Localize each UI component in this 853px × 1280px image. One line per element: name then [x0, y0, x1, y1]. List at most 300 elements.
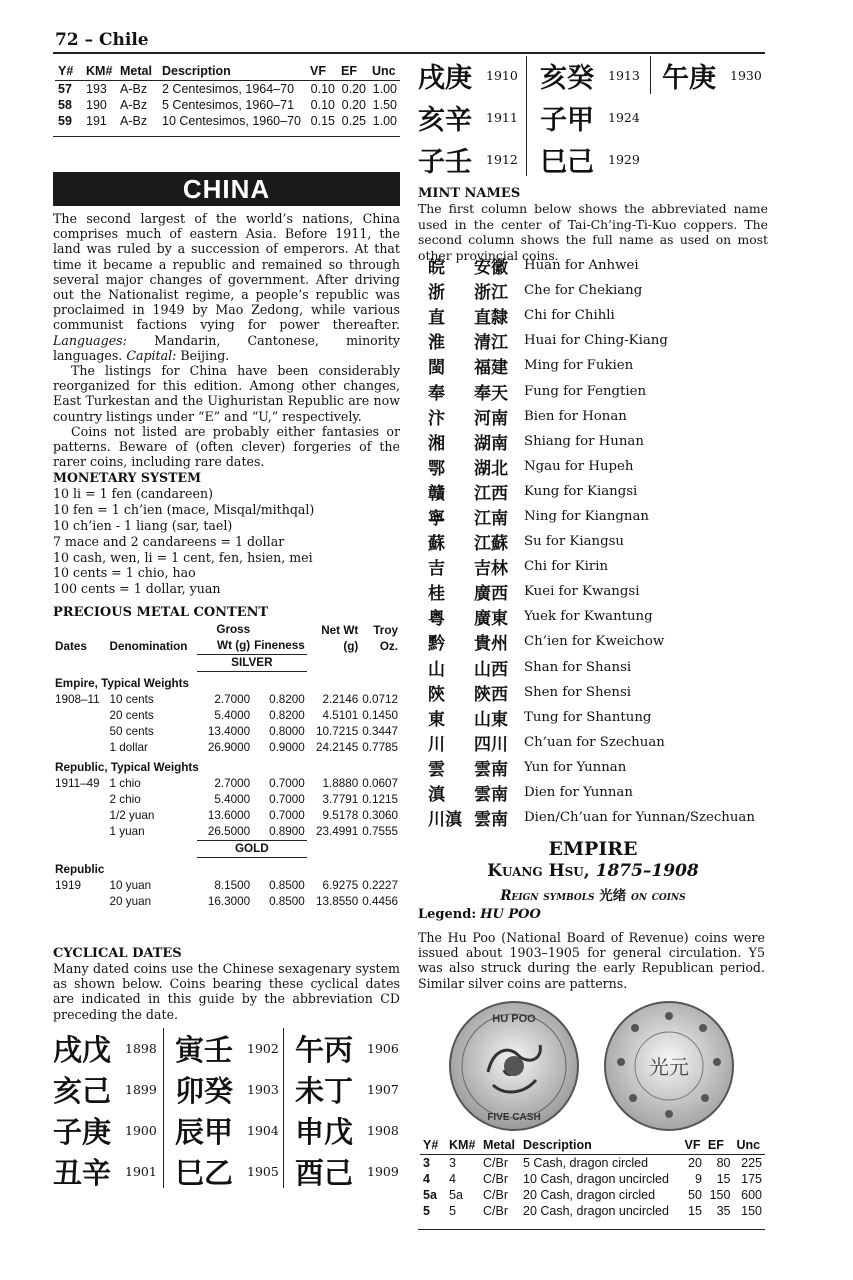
col-header: Denomination	[109, 639, 188, 653]
mint-row	[428, 629, 768, 654]
cyclical-year: 1911	[486, 109, 518, 125]
table-cell: 2.7000	[214, 693, 251, 706]
table-cell: 8.1500	[214, 879, 251, 892]
mint-full: 雲南	[474, 785, 508, 806]
table-cell: 1.00	[372, 114, 397, 128]
intro-paragraph: The listings for China have been considerably reorganized for this edition. Among other changes, East Turkestan and the Uighuristan Republic are now country listings under “E” and “U,” respectively.	[53, 363, 400, 424]
table-cell: 20 Cash, dragon circled	[523, 1188, 656, 1202]
cyclical-glyph: 未丁	[295, 1074, 354, 1108]
dates-cell	[53, 724, 108, 740]
cyclical-year: 1924	[608, 109, 640, 125]
section-heading: PRECIOUS METAL CONTENT	[53, 605, 269, 620]
mint-description: Yuek for Kwantung	[524, 609, 653, 625]
table-cell: 0.7785	[362, 741, 398, 754]
mint-description: Ning for Kiangnan	[524, 508, 649, 524]
table-cell: 4	[423, 1172, 430, 1186]
mint-full: 湖南	[474, 433, 508, 454]
cyclical-glyph: 戌庚	[418, 62, 472, 94]
col-header: KM#	[83, 62, 117, 81]
col-header: Unc	[733, 1136, 765, 1155]
cyclical-glyph: 辰甲	[175, 1115, 234, 1149]
col-header: Description	[520, 1136, 682, 1155]
cyclical-dates-right	[418, 52, 768, 182]
mint-full: 雲南	[474, 759, 508, 780]
col-header: VF	[682, 1136, 705, 1155]
monetary-line: 10 ch’ien - 1 liang (sar, tael)	[53, 517, 233, 533]
mint-list	[428, 253, 768, 830]
table-cell: 150	[709, 1188, 731, 1202]
table-cell: 191	[86, 114, 107, 128]
table-cell: 50 cents	[109, 725, 154, 738]
col-header: Description	[159, 62, 307, 81]
mint-row	[428, 479, 768, 504]
table-cell: 190	[86, 98, 107, 112]
mint-abbrev: 川	[428, 734, 445, 755]
table-cell: 175	[741, 1172, 762, 1186]
mint-abbrev: 湘	[428, 433, 445, 454]
dates-cell	[53, 792, 108, 808]
table-cell: 225	[741, 1156, 762, 1170]
table-cell: 5 Cash, dragon circled	[523, 1156, 649, 1170]
mint-row	[428, 755, 768, 780]
table-cell: 0.8900	[269, 825, 305, 838]
mint-full: 廣西	[474, 584, 508, 605]
table-header-row	[53, 622, 400, 655]
cyclical-date	[295, 1110, 403, 1151]
table-cell: 5 Centesimos, 1960–71	[162, 98, 295, 112]
mint-row	[428, 529, 768, 554]
table-cell: 1/2 yuan	[109, 809, 155, 822]
mint-description: Fung for Fengtien	[524, 383, 647, 399]
empire-title: EMPIRE	[548, 838, 638, 860]
mint-row	[428, 353, 768, 378]
mint-description: Tung for Shantung	[524, 709, 652, 725]
table-cell: C/Br	[483, 1172, 508, 1186]
cyclical-glyph: 子庚	[53, 1115, 112, 1149]
table-row	[55, 81, 400, 98]
section-row	[53, 841, 400, 858]
dates-cell: 1919	[55, 879, 82, 892]
cyclical-glyph: 寅壬	[175, 1033, 234, 1067]
reign-symbols	[418, 884, 768, 904]
languages-label: Languages:	[53, 332, 127, 348]
mint-description: Dien/Ch’uan for Yunnan/Szechuan	[524, 810, 755, 826]
mint-description: Shen for Shensi	[524, 684, 632, 700]
table-cell: 20	[688, 1156, 702, 1170]
table-cell: 15	[688, 1204, 702, 1218]
table-cell: 0.10	[310, 82, 336, 96]
table-cell: 58	[58, 98, 72, 112]
table-row	[420, 1203, 765, 1219]
table-cell: 80	[716, 1156, 731, 1170]
mint-full: 安徽	[474, 258, 508, 279]
cd-column	[662, 54, 767, 96]
table-cell: 20 yuan	[109, 895, 152, 908]
cyclical-year: 1910	[486, 67, 518, 83]
legend-line	[418, 907, 541, 922]
mint-row	[428, 680, 768, 705]
mint-full: 福建	[474, 358, 508, 379]
cyclical-year: 1907	[367, 1082, 399, 1097]
table-row	[53, 708, 400, 724]
mint-row	[428, 604, 768, 629]
mint-full: 江蘇	[474, 534, 508, 555]
cyclical-year: 1909	[367, 1164, 399, 1179]
mint-row	[428, 303, 768, 328]
cyclical-year: 1913	[608, 67, 640, 83]
cd-column	[295, 1028, 403, 1192]
monetary-line: 10 cents = 1 chio, hao	[53, 565, 196, 581]
table-cell: 15	[716, 1172, 731, 1186]
mint-row	[428, 579, 768, 604]
mint-abbrev: 贛	[428, 483, 445, 504]
col-header: KM#	[446, 1136, 480, 1155]
cyclical-year: 1901	[125, 1164, 157, 1179]
intro-paragraph: Coins not listed are probably either fantasies or patterns. Beware of (often clever) forgeries of the rarer coins, including rare dates.	[53, 423, 400, 470]
mint-full: 浙江	[474, 283, 508, 304]
cyclical-year: 1903	[247, 1082, 279, 1097]
mint-abbrev: 雲	[428, 759, 445, 780]
mint-row	[428, 554, 768, 579]
cyclical-date	[175, 1110, 283, 1151]
table-cell: 0.1215	[362, 793, 398, 806]
mint-row	[428, 655, 768, 680]
mint-full: 湖北	[474, 458, 508, 479]
col-header: Gross Wt (g)	[216, 623, 251, 652]
dates-cell	[53, 740, 108, 756]
cyclical-date	[295, 1028, 403, 1069]
table-cell: 2 Centesimos, 1964–70	[162, 82, 295, 96]
section-row	[53, 756, 400, 776]
table-cell: 0.7000	[269, 777, 305, 790]
table-cell: 3.7791	[322, 793, 359, 806]
cd-column	[540, 54, 645, 180]
dates-cell	[53, 708, 108, 724]
mint-description: Ch’ien for Kweichow	[524, 634, 665, 650]
table-cell: 0.7555	[362, 825, 398, 839]
monetary-line: 100 cents = 1 dollar, yuan	[53, 581, 221, 597]
mint-description: Ngau for Hupeh	[524, 458, 634, 474]
mint-full: 山東	[474, 709, 508, 730]
mint-row	[428, 404, 768, 429]
table-cell: 57	[58, 82, 72, 96]
table-cell: 0.20	[341, 82, 366, 96]
column-divider	[526, 56, 527, 176]
cyclical-glyph: 戌戊	[53, 1033, 112, 1067]
mint-abbrev: 奉	[428, 383, 445, 404]
table-cell: 35	[716, 1204, 731, 1218]
dates-cell	[53, 894, 108, 910]
cyclical-year: 1908	[367, 1123, 399, 1138]
table-cell: C/Br	[483, 1204, 508, 1218]
table-cell: 0.20	[341, 98, 366, 112]
mint-description: Che for Chekiang	[524, 283, 643, 299]
table-cell: 0.2227	[362, 879, 398, 892]
mint-row	[428, 378, 768, 403]
col-header: Fineness	[254, 639, 305, 652]
col-header: Net Wt (g)	[321, 623, 359, 653]
dates-cell: 1911–49	[55, 777, 100, 790]
cyclical-date	[295, 1069, 403, 1110]
mint-full: 貴州	[474, 634, 508, 655]
cyclical-grid	[53, 1028, 400, 1193]
monetary-line: 10 cash, wen, li = 1 cent, fen, hsien, mei	[53, 549, 313, 565]
table-cell: 0.7000	[269, 793, 305, 806]
table-cell: 0.8000	[269, 725, 305, 738]
table-cell: 13.4000	[207, 725, 251, 738]
mint-abbrev: 吉	[428, 559, 445, 580]
table-cell: 5	[423, 1204, 430, 1218]
mint-abbrev: 汴	[428, 408, 445, 429]
mint-full: 陝西	[474, 684, 508, 705]
cyclical-date	[175, 1069, 283, 1110]
col-header: Troy Oz.	[373, 623, 398, 653]
col-header: Unc	[369, 62, 400, 81]
table-cell: 2.2146	[322, 693, 359, 706]
table-cell: 3	[449, 1156, 456, 1170]
table-row	[53, 692, 400, 708]
cyclical-glyph: 亥辛	[418, 104, 472, 136]
cyclical-date	[418, 96, 523, 138]
col-header: Y#	[420, 1136, 446, 1155]
section-row	[53, 655, 400, 672]
table-cell: 5a	[423, 1188, 437, 1202]
mint-full: 廣東	[474, 609, 508, 630]
table-bottom-rule	[418, 1229, 765, 1230]
table-cell: 5a	[449, 1188, 463, 1202]
empire-coin-table	[420, 1136, 765, 1219]
table-cell: 6.9275	[322, 879, 359, 892]
monetary-line: 10 fen = 1 ch’ien (mace, Misqal/mithqal)	[53, 501, 315, 517]
mint-description: Su for Kiangsu	[524, 534, 624, 550]
mint-description: Ch’uan for Szechuan	[524, 734, 665, 750]
table-cell: 1 dollar	[109, 741, 148, 754]
cyclical-glyph: 酉己	[295, 1156, 354, 1190]
cyclical-glyph: 丑辛	[53, 1156, 112, 1190]
mint-row	[428, 253, 768, 278]
mint-row	[428, 328, 768, 353]
cd-column	[175, 1028, 283, 1192]
table-cell: 20 cents	[109, 709, 154, 722]
mint-full: 雲南	[474, 810, 508, 831]
cyclical-date	[53, 1151, 161, 1192]
table-cell: 13.6000	[207, 809, 251, 822]
table-row	[420, 1187, 765, 1203]
table-cell: 24.2145	[316, 741, 359, 754]
table-cell: 150	[741, 1204, 762, 1218]
table-cell: 20 Cash, dragon uncircled	[523, 1204, 669, 1218]
table-row	[53, 724, 400, 740]
column-divider	[650, 56, 651, 94]
cyclical-glyph: 亥癸	[540, 62, 594, 94]
mint-row	[428, 780, 768, 805]
cyclical-date	[53, 1028, 161, 1069]
mint-description: Huai for Ching-Kiang	[524, 333, 668, 349]
table-row	[420, 1155, 765, 1172]
mint-abbrev: 寧	[428, 508, 445, 529]
table-row	[55, 97, 400, 113]
cyclical-year: 1900	[125, 1123, 157, 1138]
mint-abbrev: 皖	[428, 258, 445, 279]
table-cell: 9	[694, 1172, 702, 1186]
reign-symbols-label: Reign symbols	[500, 888, 595, 904]
section-heading: MINT NAMES	[418, 186, 521, 201]
intro-p1: The second largest of the world’s nations, China comprises much of eastern Asia. Before 1911, the land was ruled by a succession of emperors. At that time it became a republic and remained so through several major changes of government. After driving out the Nationalist regime, a people’s republic was proclaimed in 1949 by Mao Zedong, while various communist factions vying for power thereafter.	[53, 211, 400, 333]
col-header: Metal	[117, 62, 159, 81]
col-header: Dates	[55, 639, 87, 653]
empire-section	[418, 838, 768, 904]
table-cell: A-Bz	[120, 82, 148, 96]
intro-paragraph	[53, 211, 400, 363]
table-cell: 3	[423, 1156, 430, 1170]
table-cell: C/Br	[483, 1188, 508, 1202]
table-cell: 0.0712	[362, 693, 398, 706]
cyclical-dates-section	[53, 946, 400, 1022]
cyclical-date	[540, 96, 645, 138]
table-cell: 59	[58, 114, 72, 128]
table-cell: 50	[688, 1188, 702, 1202]
mint-description: Yun for Yunnan	[524, 759, 627, 775]
mint-full: 吉林	[474, 559, 508, 580]
table-cell: 26.5000	[207, 825, 251, 838]
cyclical-date	[53, 1110, 161, 1151]
table-cell: 2.7000	[214, 777, 251, 790]
cyclical-glyph: 巳乙	[175, 1156, 234, 1190]
table-cell: 0.3060	[362, 809, 398, 822]
table-cell: 0.3447	[362, 725, 398, 738]
table-row	[55, 113, 400, 129]
table-cell: 0.15	[310, 114, 336, 128]
group-label: Empire, Typical Weights	[55, 677, 190, 690]
table-row	[53, 776, 400, 792]
monetary-line: 10 li = 1 fen (candareen)	[53, 485, 213, 501]
mint-description: Chi for Chihli	[524, 308, 615, 324]
table-cell: 0.9000	[269, 741, 305, 754]
section-row	[53, 858, 400, 879]
table-cell: 1 chio	[109, 777, 141, 790]
metal-label: SILVER	[197, 655, 307, 672]
coin-reverse-image	[603, 1000, 735, 1132]
languages-value: Mandarin, Cantonese, minority languages.	[53, 332, 400, 363]
table-row	[53, 792, 400, 808]
country-banner: CHINA	[53, 172, 400, 206]
mint-full: 江南	[474, 508, 508, 529]
table-cell: 0.25	[341, 114, 366, 128]
coin-obverse-legend: HU POO	[492, 1013, 536, 1025]
table-header-row	[420, 1136, 765, 1155]
monetary-system	[53, 470, 400, 597]
legend-value: HU POO	[480, 907, 541, 922]
cyclical-date	[175, 1028, 283, 1069]
table-cell: 0.8200	[269, 693, 305, 706]
table-cell: A-Bz	[120, 114, 148, 128]
cyclical-glyph: 申戊	[295, 1115, 354, 1149]
table-cell: 4	[449, 1172, 456, 1186]
reign-symbols-suffix: on coins	[630, 888, 686, 904]
table-cell: 0.8500	[269, 895, 305, 908]
mint-abbrev: 閩	[428, 358, 445, 379]
cyclical-date	[418, 54, 523, 96]
dates-cell	[53, 824, 108, 841]
table-row	[53, 824, 400, 841]
cyclical-date	[662, 54, 767, 96]
cd-column	[53, 1028, 161, 1192]
table-cell: 5.4000	[214, 793, 251, 806]
cyclical-glyph: 子壬	[418, 146, 472, 178]
reign-glyphs: 光绪	[599, 888, 627, 904]
dates-cell	[53, 808, 108, 824]
mint-abbrev: 直	[428, 308, 445, 329]
cyclical-glyph: 子甲	[540, 104, 594, 136]
mint-full: 奉天	[474, 383, 508, 404]
mint-row	[428, 705, 768, 730]
table-cell: C/Br	[483, 1156, 508, 1170]
table-cell: 0.10	[310, 98, 336, 112]
legend-label: Legend:	[418, 907, 477, 922]
mint-row	[428, 429, 768, 454]
cyclical-year: 1929	[608, 151, 640, 167]
mint-row	[428, 504, 768, 529]
mint-description: Ming for Fukien	[524, 358, 634, 374]
cyclical-date	[295, 1151, 403, 1192]
table-row	[53, 740, 400, 756]
table-cell: 2 chio	[109, 793, 141, 806]
group-label: Republic, Typical Weights	[55, 761, 199, 774]
mint-abbrev: 淮	[428, 333, 445, 354]
cyclical-year: 1905	[247, 1164, 279, 1179]
table-cell: 9.5178	[322, 809, 359, 822]
table-cell: 1 yuan	[109, 825, 145, 839]
section-heading: CYCLICAL DATES	[53, 946, 182, 961]
mint-description: Bien for Honan	[524, 408, 627, 424]
mint-description: Huan for Anhwei	[524, 258, 639, 274]
section-row	[53, 672, 400, 693]
mint-abbrev: 粤	[428, 609, 445, 630]
table-cell: 1.50	[372, 98, 397, 112]
reign-name: Kuang Hsu,	[487, 861, 590, 881]
table-cell: 5	[449, 1204, 456, 1218]
mint-description: Dien for Yunnan	[524, 785, 633, 801]
cyclical-glyph: 卯癸	[175, 1074, 234, 1108]
cyclical-glyph: 午庚	[662, 62, 716, 94]
empire-text: The Hu Poo (National Board of Revenue) coins were issued about 1903–1905 for general circulation. Y5 was also struck during the early Republican period. Similar silver coins are patterns.	[418, 930, 765, 991]
cyclical-year: 1930	[730, 67, 762, 83]
table-cell: 10 yuan	[109, 879, 152, 892]
table-row	[53, 878, 400, 894]
cyclical-year: 1912	[486, 151, 518, 167]
cyclical-date	[540, 54, 645, 96]
monetary-line: 7 mace and 2 candareens = 1 dollar	[53, 533, 285, 549]
mint-abbrev: 鄂	[428, 458, 445, 479]
mint-abbrev: 山	[428, 659, 445, 680]
mint-abbrev: 黔	[428, 634, 445, 655]
capital-label: Capital:	[126, 347, 177, 363]
mint-row	[428, 454, 768, 479]
table-cell: A-Bz	[120, 98, 148, 112]
col-header: EF	[705, 1136, 734, 1155]
table-row	[53, 808, 400, 824]
mint-full: 山西	[474, 659, 508, 680]
col-header: EF	[338, 62, 369, 81]
cyclical-year: 1899	[125, 1082, 157, 1097]
capital-value: Beijing.	[176, 347, 230, 363]
mint-description: Kuei for Kwangsi	[524, 584, 640, 600]
table-header-row	[55, 62, 400, 81]
cyclical-date	[418, 138, 523, 180]
cyclical-glyph: 巳己	[540, 146, 594, 178]
cyclical-year: 1898	[125, 1041, 157, 1056]
mint-row	[428, 805, 768, 830]
